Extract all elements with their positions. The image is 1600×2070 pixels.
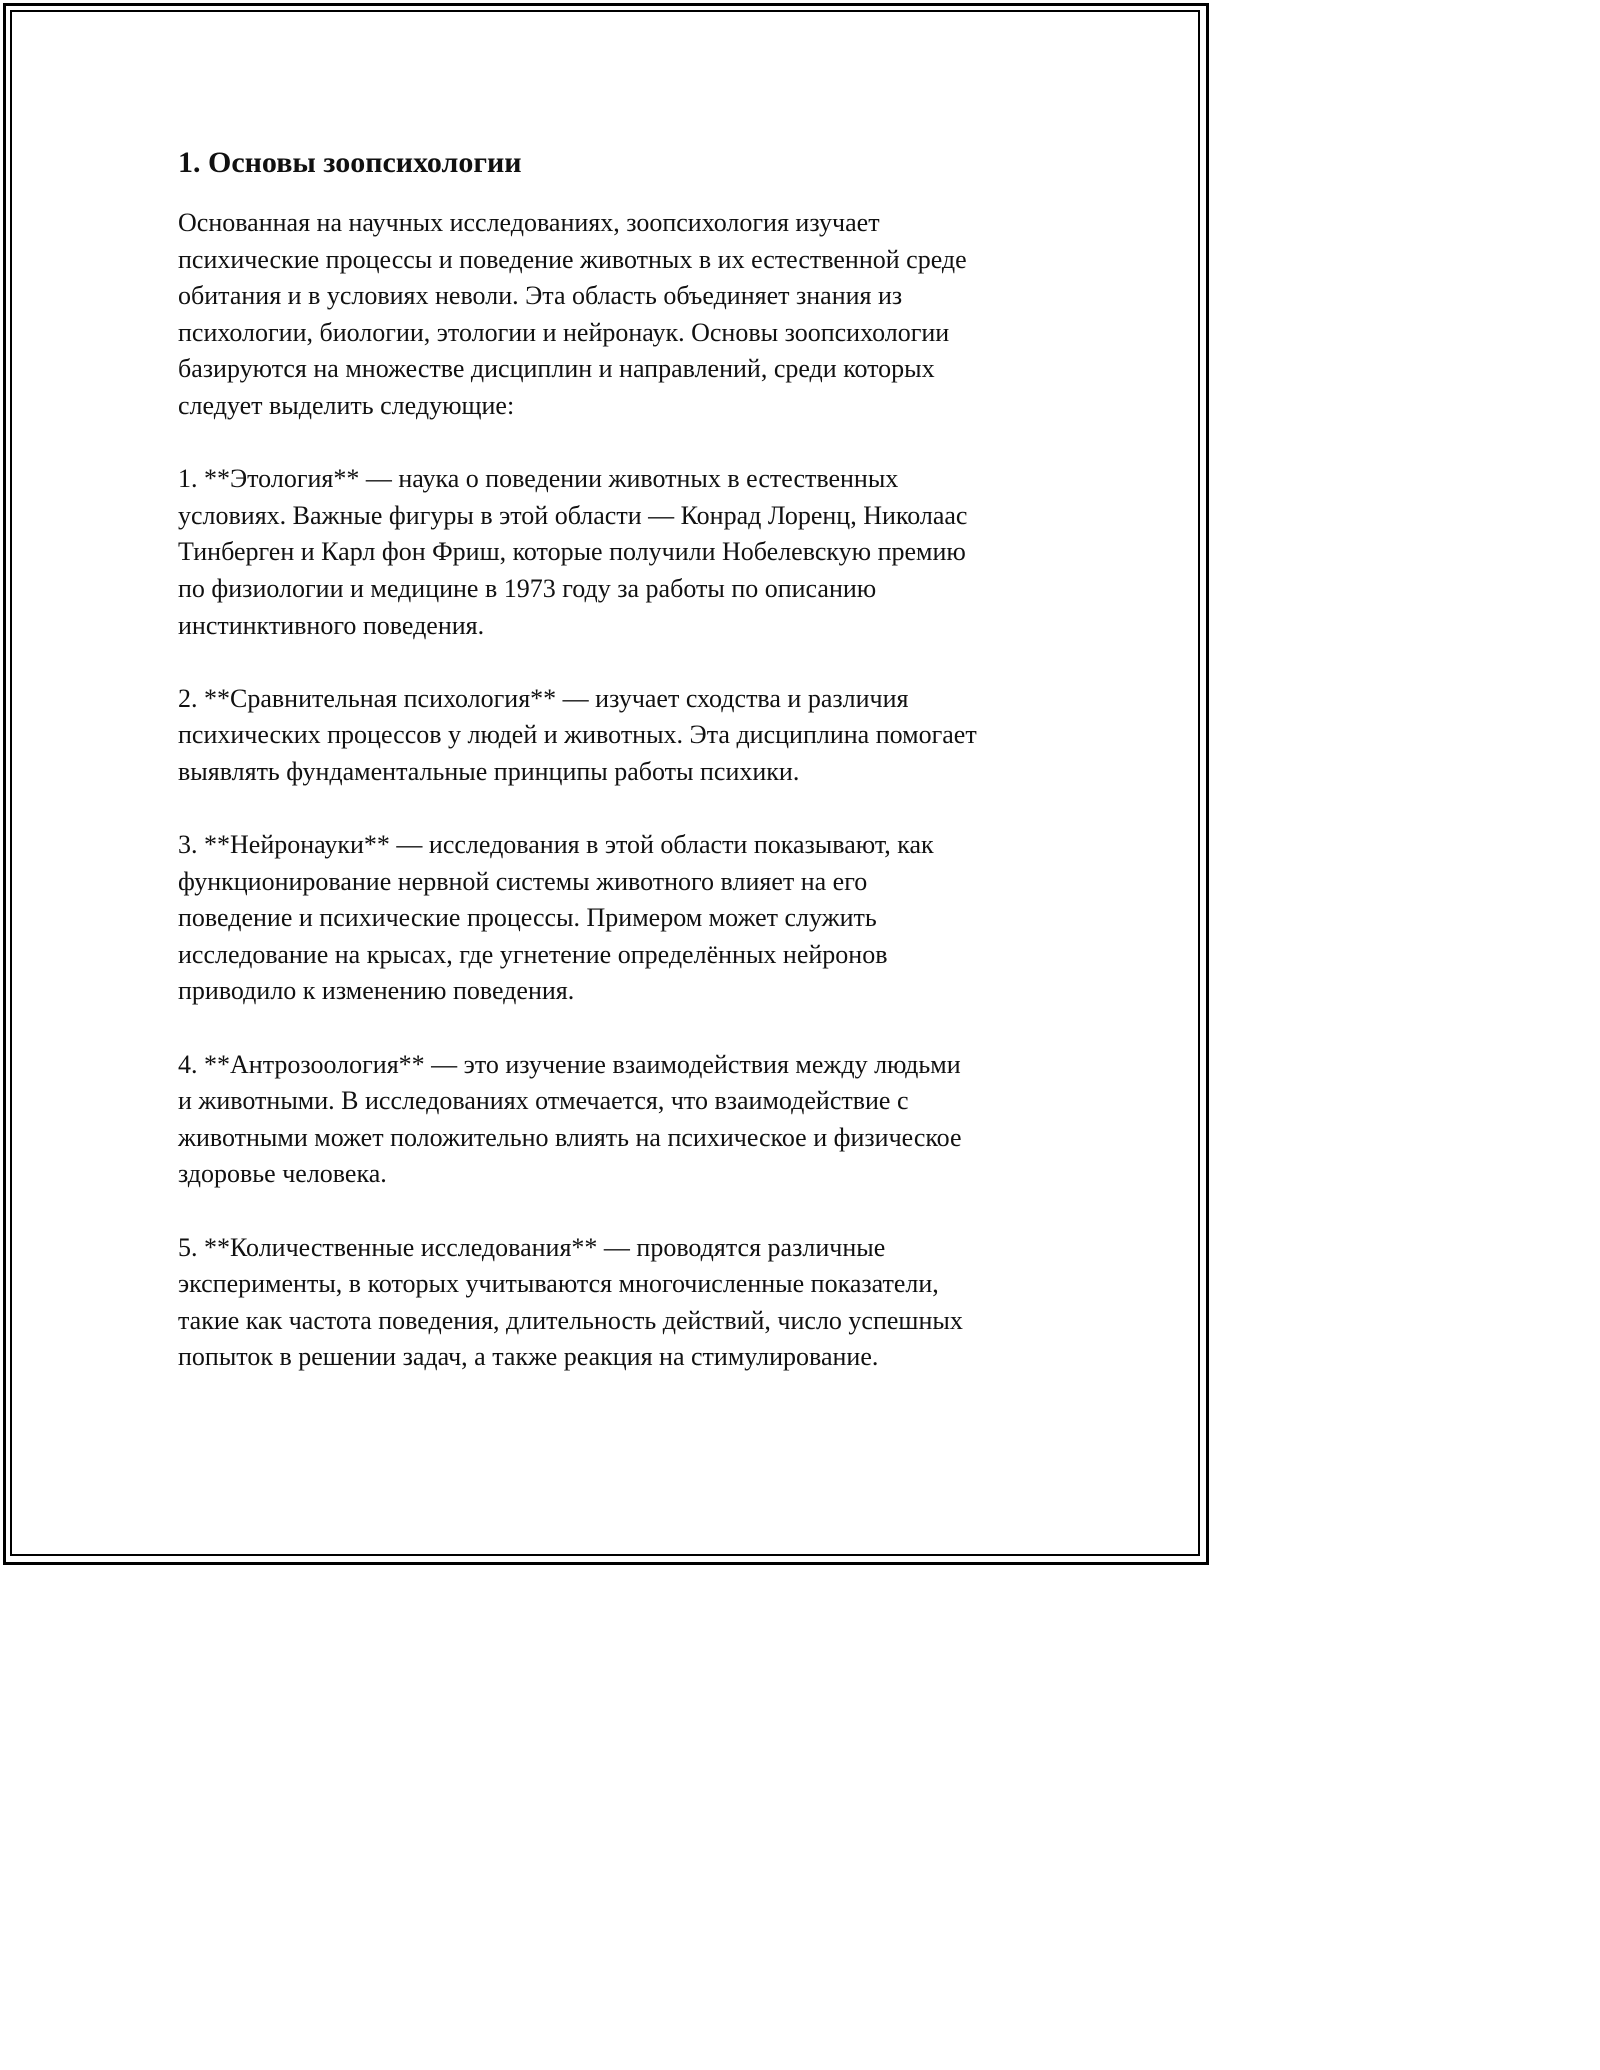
intro-paragraph: Основанная на научных исследованиях, зоопсихология изучает психические процессы и поведение животных в их естественной среде обитания и в условиях неволи. Эта область объединяет знания из психологии, биологии, этологии и нейронаук. Основы зоопсихологии базируются на множестве дисциплин и направлений, среди которых следует выделить следующие: — [178, 208, 967, 420]
section-heading: 1. Основы зоопсихологии — [178, 146, 522, 179]
document-body — [178, 143, 1040, 1376]
list-item-quantitative-research: 5. **Количественные исследования** — проводятся различные эксперименты, в которых учитываются многочисленные показатели, такие как частота поведения, длительность действий, число успешных попыток в решении задач, а также реакция на стимулирование. — [178, 1232, 963, 1372]
list-item-ethology: 1. **Этология** — наука о поведении животных в естественных условиях. Важные фигуры в этой области — Конрад Лоренц, Николаас Тинберген и Карл фон Фриш, которые получили Нобелевскую премию по физиологии и медицине в 1973 году за работы по описанию инстинктивного поведения. — [178, 464, 968, 640]
list-item-neuroscience: 3. **Нейронауки** — исследования в этой области показывают, как функционирование нервной системы животного влияет на его поведение и психические процессы. Примером может служить исследование на крысах, где угнетение определённых нейронов приводило к изменению поведения. — [178, 830, 934, 1006]
list-item-comparative-psychology: 2. **Сравнительная психология** — изучает сходства и различия психических процессов у людей и животных. Эта дисциплина помогает выявлять фундаментальные принципы работы психики. — [178, 683, 977, 786]
list-item-anthrozoology: 4. **Антрозоология** — это изучение взаимодействия между людьми и животными. В исследованиях отмечается, что взаимодействие с животными может положительно влиять на психическое и физическое здоровье человека. — [178, 1049, 962, 1189]
